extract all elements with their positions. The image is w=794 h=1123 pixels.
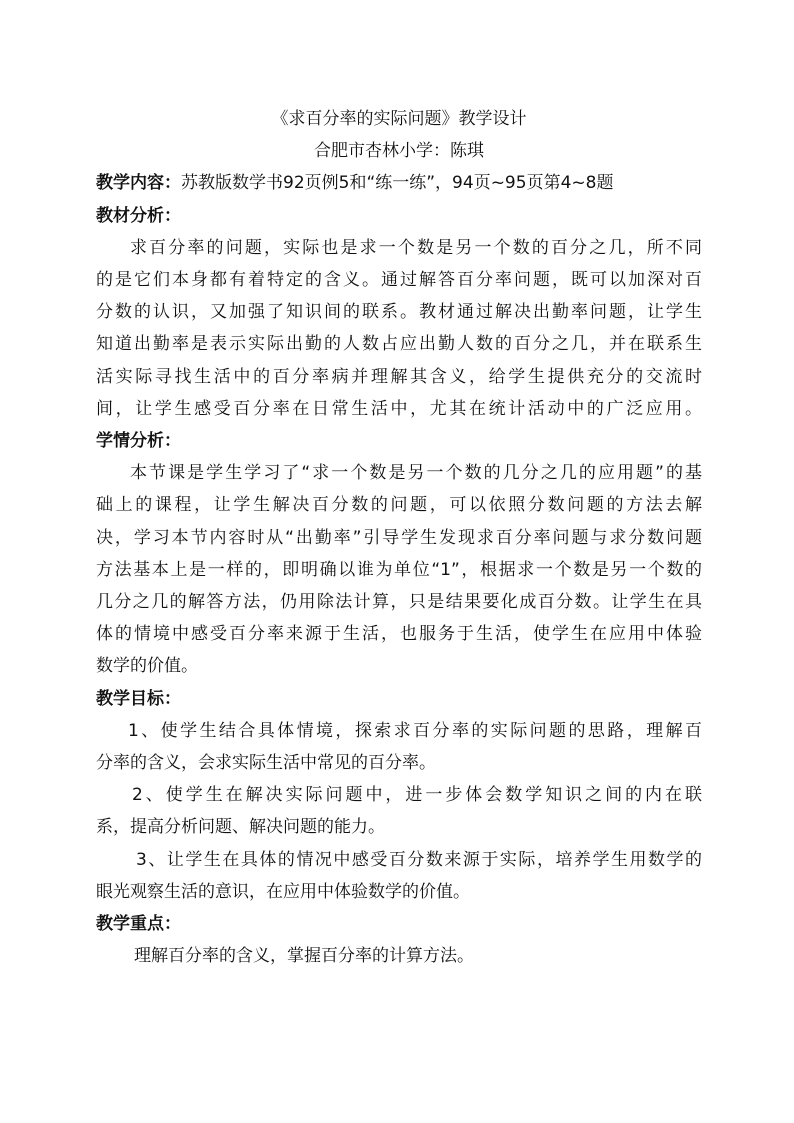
document-body — [96, 103, 702, 972]
goal-2-line: 2、使学生在解决实际问题中，进一步体会数学知识之间的内在联 — [132, 785, 702, 806]
learner-analysis-line: 体的情境中感受百分率来源于生活，也服务于生活，使学生在应用中体验 — [96, 624, 702, 645]
document-title: 《求百分率的实际问题》教学设计 — [271, 109, 527, 129]
author-line: 合肥市杏林小学：陈琪 — [314, 141, 484, 162]
teaching-content-label: 教学内容： — [96, 173, 181, 194]
learner-analysis-line: 数学的价值。 — [96, 656, 198, 677]
material-analysis-line: 分数的认识，又加强了知识间的联系。教材通过解决出勤率问题，让学生 — [96, 302, 702, 323]
key-point-heading: 教学重点： — [96, 914, 181, 935]
material-analysis-line: 间，让学生感受百分率在日常生活中，尤其在统计活动中的广泛应用。 — [96, 398, 702, 419]
goal-3-line: 眼光观察生活的意识，在应用中体验数学的价值。 — [96, 881, 470, 902]
material-analysis-line: 的是它们本身都有着特定的含义。通过解答百分率问题，既可以加深对百 — [96, 270, 702, 291]
learner-analysis-line: 本节课是学生学习了“求一个数是另一个数的几分之几的应用题”的基 — [130, 463, 702, 484]
teaching-content-text: 苏教版数学书92页例5和“练一练”，94页~95页第4~8题 — [181, 173, 614, 194]
key-point-text: 理解百分率的含义，掌握百分率的计算方法。 — [134, 946, 474, 967]
goal-3-line: 3、让学生在具体的情况中感受百分数来源于实际，培养学生用数学的 — [136, 849, 702, 870]
material-analysis-line: 活实际寻找生活中的百分率病并理解其含义，给学生提供充分的交流时 — [96, 366, 702, 387]
teaching-content-line — [96, 167, 702, 199]
teaching-goals-heading: 教学目标： — [96, 688, 181, 709]
material-analysis-line: 知道出勤率是表示实际出勤的人数占应出勤人数的百分之几，并在联系生 — [96, 334, 702, 355]
goal-1-line: 分率的含义，会求实际生活中常见的百分率。 — [96, 753, 436, 774]
learner-analysis-line: 几分之几的解答方法，仍用除法计算，只是结果要化成百分数。让学生在具 — [96, 592, 702, 613]
learner-analysis-line: 方法基本上是一样的，即明确以谁为单位“1”，根据求一个数是另一个数的 — [96, 559, 702, 580]
learner-analysis-line: 础上的课程，让学生解决百分数的问题，可以依照分数问题的方法去解 — [96, 495, 702, 516]
goal-2-line: 系，提高分析问题、解决问题的能力。 — [96, 817, 385, 838]
learner-analysis-heading: 学情分析： — [96, 431, 181, 452]
learner-analysis-line: 决，学习本节内容时从“出勤率”引导学生发现求百分率问题与求分数问题 — [96, 527, 702, 548]
material-analysis-line: 求百分率的问题，实际也是求一个数是另一个数的百分之几，所不同 — [130, 237, 702, 258]
material-analysis-heading: 教材分析： — [96, 205, 181, 226]
goal-1-line: 1、使学生结合具体情境，探索求百分率的实际问题的思路，理解百 — [128, 720, 702, 741]
